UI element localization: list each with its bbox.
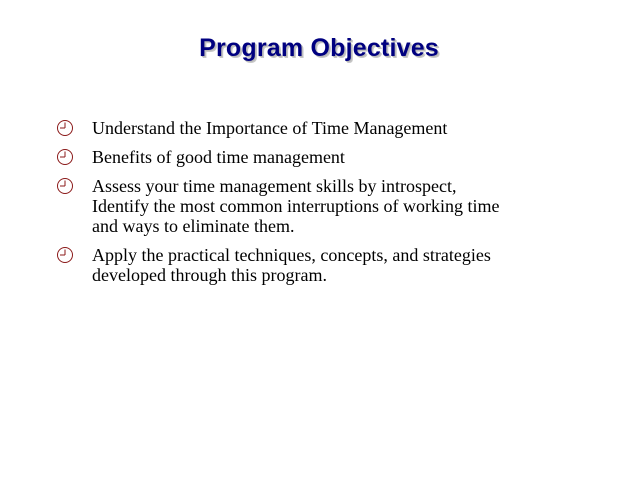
list-item (56, 245, 596, 285)
list-item (56, 147, 596, 167)
clock-icon (56, 246, 74, 264)
bullet-text: Apply the practical techniques, concepts, and strategies developed through this program. (92, 245, 491, 285)
list-item (56, 176, 596, 236)
bullet-text: Understand the Importance of Time Management (92, 118, 448, 138)
list-item (56, 118, 596, 138)
slide-title: Program Objectives (199, 34, 439, 62)
clock-icon (56, 148, 74, 166)
objectives-list (56, 118, 596, 294)
bullet-text: Assess your time management skills by introspect, Identify the most common interruptions of working time and ways to eliminate them. (92, 176, 500, 236)
bullet-text: Benefits of good time management (92, 147, 345, 167)
clock-icon (56, 177, 74, 195)
clock-icon (56, 119, 74, 137)
